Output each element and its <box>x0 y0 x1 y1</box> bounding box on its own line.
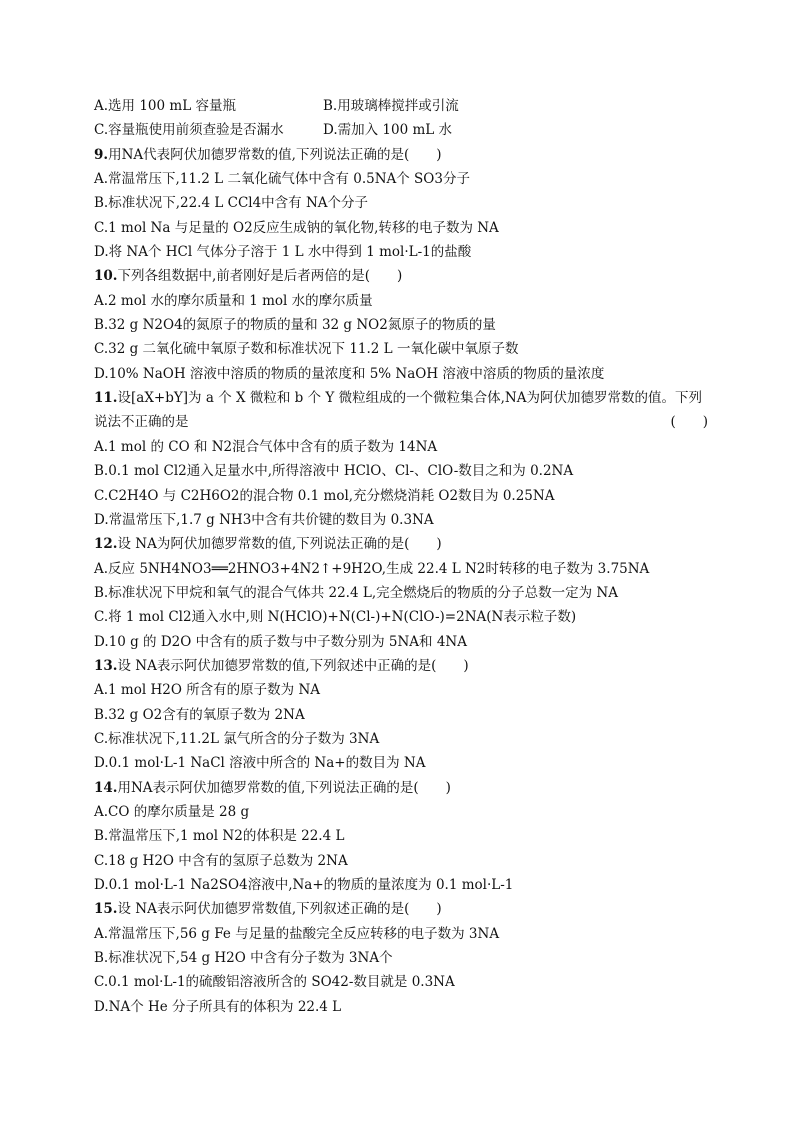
option-a: A.常温常压下,11.2 L 二氧化硫气体中含有 0.5NA个 SO3分子 <box>94 171 470 188</box>
question-text: 用NA表示阿伏加德罗常数的值,下列说法正确的是( ) <box>117 779 451 796</box>
option-d: D.需加入 100 mL 水 <box>323 122 453 139</box>
question-text: 设 NA表示阿伏加德罗常数的值,下列叙述中正确的是( ) <box>117 657 469 674</box>
option-c: C.18 g H2O 中含有的氢原子总数为 2NA <box>94 852 348 869</box>
option-a: A.1 mol 的 CO 和 N2混合气体中含有的质子数为 14NA <box>94 438 438 455</box>
option-b: B.标准状况下,54 g H2O 中含有分子数为 3NA个 <box>94 950 393 967</box>
question-text: 用NA代表阿伏加德罗常数的值,下列说法正确的是( ) <box>108 146 442 163</box>
option-d: D.0.1 mol·L-1 Na2SO4溶液中,Na+的物质的量浓度为 0.1 mol·L-1 <box>94 877 514 893</box>
option-row <box>94 94 714 118</box>
question-text: 下列各组数据中,前者刚好是后者两倍的是( ) <box>117 268 403 285</box>
question-11-stem <box>94 386 714 410</box>
question-number: 10. <box>94 268 118 285</box>
option-a: A.1 mol H2O 所含有的原子数为 NA <box>94 682 321 699</box>
option-c: C.容量瓶使用前须查验是否漏水 <box>94 122 284 139</box>
option-d: D.NA个 He 分子所具有的体积为 22.4 L <box>94 998 342 1015</box>
question-10-stem <box>94 264 714 288</box>
option-c: C.32 g 二氧化硫中氧原子数和标准状况下 11.2 L 一氧化碳中氧原子数 <box>94 341 519 358</box>
option-d: D.0.1 mol·L-1 NaCl 溶液中所含的 Na+的数目为 NA <box>94 755 426 772</box>
question-text: 设 NA表示阿伏加德罗常数值,下列叙述正确的是( ) <box>117 901 442 918</box>
question-15-stem <box>94 897 714 921</box>
option-c: C.1 mol Na 与足量的 O2反应生成钠的氧化物,转移的电子数为 NA <box>94 219 499 236</box>
option-b: B.32 g N2O4的氮原子的物质的量和 32 g NO2氮原子的物质的量 <box>94 317 496 334</box>
option-c: C.0.1 mol·L-1的硫酸铝溶液所含的 SO42-数目就是 0.3NA <box>94 974 455 991</box>
option-a: A.反应 5NH4NO3══2HNO3+4N2↑+9H2O,生成 22.4 L N2时转移的电子数为 3.75NA <box>94 560 650 577</box>
question-text: 说法不正确的是 <box>94 414 189 431</box>
question-number: 11. <box>94 390 118 407</box>
option-d: D.将 NA个 HCl 气体分子溶于 1 L 水中得到 1 mol·L-1的盐酸 <box>94 244 472 261</box>
option-a: A.2 mol 水的摩尔质量和 1 mol 水的摩尔质量 <box>94 292 373 309</box>
option-c: C.标准状况下,11.2L 氯气所含的分子数为 3NA <box>94 730 380 747</box>
option-c: C.将 1 mol Cl2通入水中,则 N(HClO)+N(Cl-)+N(ClO-)=2NA(N表示粒子数) <box>94 609 577 626</box>
option-a: A.选用 100 mL 容量瓶 <box>94 98 236 114</box>
question-number: 9. <box>94 146 109 163</box>
option-d: D.常温常压下,1.7 g NH3中含有共价键的数目为 0.3NA <box>94 511 434 528</box>
answer-paren: ( ) <box>670 414 708 431</box>
option-d: D.10 g 的 D2O 中含有的质子数与中子数分别为 5NA和 4NA <box>94 633 467 650</box>
question-13-stem <box>94 654 714 678</box>
question-number: 14. <box>94 779 118 796</box>
option-d: D.10% NaOH 溶液中溶质的物质的量浓度和 5% NaOH 溶液中溶质的物质的量浓度 <box>94 365 605 382</box>
question-12-stem <box>94 532 714 556</box>
option-b: B.32 g O2含有的氧原子数为 2NA <box>94 706 305 723</box>
option-row <box>94 118 714 142</box>
option-b: B.常温常压下,1 mol N2的体积是 22.4 L <box>94 828 345 845</box>
option-b: B.用玻璃棒搅拌或引流 <box>323 98 459 114</box>
question-11-stem-continued <box>94 410 714 434</box>
question-14-stem <box>94 776 714 800</box>
question-9-stem <box>94 143 714 167</box>
option-b: B.0.1 mol Cl2通入足量水中,所得溶液中 HClO、Cl-、ClO-数目之和为 0.2NA <box>94 463 574 480</box>
option-b: B.标准状况下甲烷和氧气的混合气体共 22.4 L,完全燃烧后的物质的分子总数一定为 NA <box>94 584 618 601</box>
question-number: 15. <box>94 901 118 918</box>
question-number: 12. <box>94 536 118 553</box>
question-number: 13. <box>94 657 118 674</box>
option-c: C.C2H4O 与 C2H6O2的混合物 0.1 mol,充分燃烧消耗 O2数目为 0.25NA <box>94 487 555 504</box>
option-a: A.CO 的摩尔质量是 28 g <box>94 803 250 820</box>
option-a: A.常温常压下,56 g Fe 与足量的盐酸完全反应转移的电子数为 3NA <box>94 925 500 942</box>
question-text: 设[aX+bY]为 a 个 X 微粒和 b 个 Y 微粒组成的一个微粒集合体,NA为阿伏加德罗常数的值。下列 <box>117 390 702 407</box>
document-page <box>94 94 714 1019</box>
question-text: 设 NA为阿伏加德罗常数的值,下列说法正确的是( ) <box>117 536 442 553</box>
option-b: B.标准状况下,22.4 L CCl4中含有 NA个分子 <box>94 195 369 212</box>
